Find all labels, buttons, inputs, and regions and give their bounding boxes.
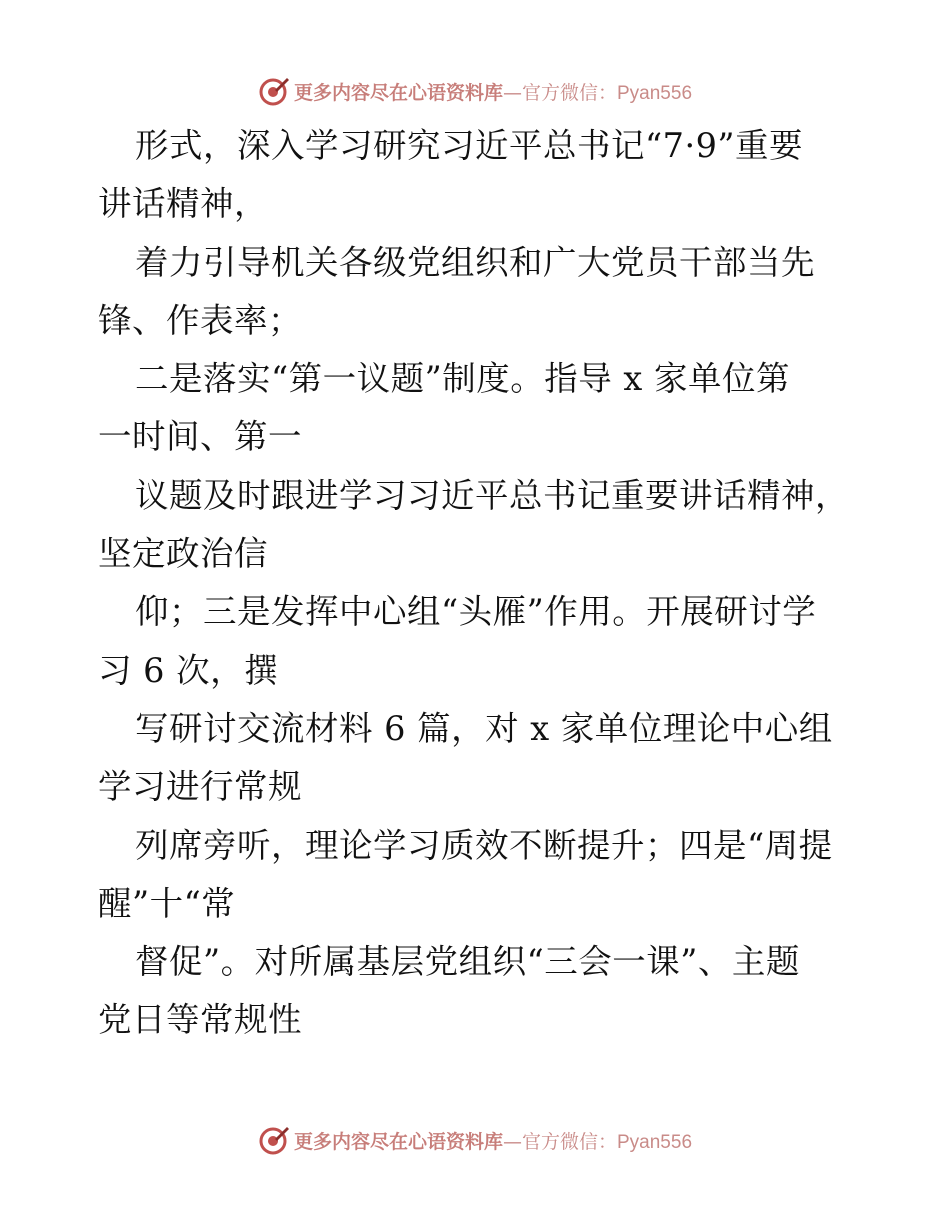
- text-line: 仰；三是发挥中心组“头雁”作用。开展研讨学: [135, 592, 817, 632]
- watermark-wechat-id: Pyan556: [617, 1131, 693, 1153]
- text-line: 醒”十“常: [98, 883, 236, 923]
- text-line: 习 6 次，撰: [98, 650, 279, 690]
- text-line: 列席旁听，理论学习质效不断提升；四是“周提: [135, 825, 833, 865]
- text-line: 党日等常规性: [98, 1000, 302, 1040]
- text-line: 二是落实“第一议题”制度。指导 x 家单位第: [135, 359, 790, 399]
- watermark-brand: 更多内容尽在心语资料库: [293, 1130, 503, 1153]
- watermark-wechat-id: Pyan556: [617, 82, 693, 104]
- watermark-brand: 更多内容尽在心语资料库: [293, 81, 503, 104]
- text-line: 议题及时跟进学习习近平总书记重要讲话精神，: [135, 475, 849, 515]
- watermark-wechat-label: 官方微信：: [521, 1130, 617, 1153]
- text-line: 形式，深入学习研究习近平总书记“7·9”重要: [135, 126, 804, 165]
- text-line: 锋、作表率；: [98, 300, 302, 340]
- watermark-wechat-label: 官方微信：: [521, 81, 617, 104]
- header-watermark: [0, 71, 950, 111]
- text-line: 写研讨交流材料 6 篇，对 x 家单位理论中心组: [135, 708, 833, 748]
- footer-watermark: [0, 1120, 950, 1160]
- text-line: 着力引导机关各级党组织和广大党员干部当先: [135, 242, 815, 282]
- text-line: 学习进行常规: [98, 767, 302, 807]
- text-line: 一时间、第一: [98, 417, 302, 457]
- text-line: 督促”。对所属基层党组织“三会一课”、主题: [135, 942, 800, 982]
- pen-logo-icon: [258, 1124, 290, 1156]
- watermark-separator: —: [502, 81, 522, 104]
- watermark-separator: —: [502, 1130, 522, 1153]
- text-line: 坚定政治信: [98, 534, 268, 574]
- document-body: [98, 117, 858, 1050]
- text-line: 讲话精神，: [98, 184, 268, 224]
- pen-logo-icon: [258, 75, 290, 107]
